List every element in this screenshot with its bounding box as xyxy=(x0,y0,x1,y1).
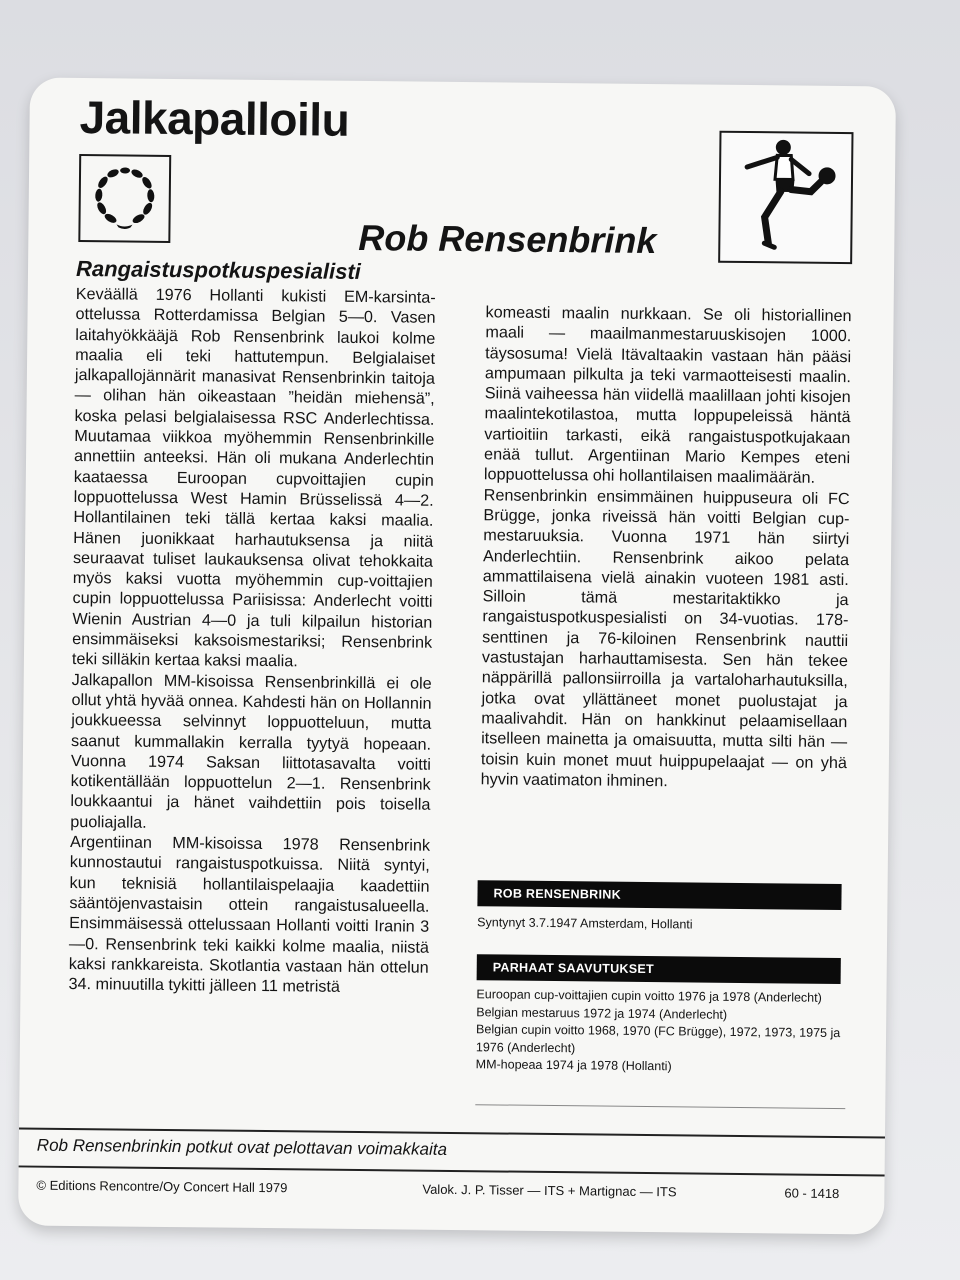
footer-card-number: 60 - 1418 xyxy=(784,1185,840,1202)
laurel-wreath-emblem xyxy=(78,154,171,243)
profile-born xyxy=(477,914,847,935)
achievement-item: Euroopan cup-voittajien cupin voitto 1976 ja 1978 (Anderlecht) xyxy=(476,987,822,1005)
trading-card xyxy=(18,77,896,1234)
achievement-item: MM-hopeaa 1974 ja 1978 (Hollanti) xyxy=(475,1057,672,1074)
body-paragraph: Jalkapallon MM-kisoissa Rensenbrinkillä ei ole ollut yhtä hyvää onnea. Kahdesti hän on Hollannin joukkueessa selvinnyt loppuotteluun, mutta saanut kummallakin kerralla tyytyä hopeaan. Vuonna 1974 Saksan liittotasavalta voitti kotikentällään loppuottelun 2—1. Rensenbrink loukkaantui ja hänet vaihdettiin pois toisella puoliajalla. xyxy=(70,670,432,832)
body-left-column xyxy=(68,284,435,998)
player-illustration xyxy=(718,131,853,264)
player-name: Rob Rensenbrink xyxy=(358,216,657,262)
body-paragraph: komeasti maalin nurkkaan. Se oli historiallinen maali — maailmanmestaruuskisojen 1000. täysosuma! Vielä Itävaltaakin vastaan hän pääsi ampumaan pilkulta ja teki varmaotteisesti maalin. Siinä vaiheessa hän viidellä maalillaan johti kisojen maalintekotilastoa, mutta loppupeleissä häntä vartioitiin tarkasti, eikä rangaistuspotkujakaan enää tullut. Argentiinan Mario Kempes eteni loppuottelussa ohi hollantilaisen maalimäärän. xyxy=(483,303,852,488)
photo-caption: Rob Rensenbrinkin potkut ovat pelottavan voimakkaita xyxy=(36,1135,448,1159)
birth-info: Syntynyt 3.7.1947 Amsterdam, Hollanti xyxy=(477,915,693,932)
footer-photo-credit: Valok. J. P. Tisser — ITS + Martignac — ITS xyxy=(422,1181,677,1200)
achievement-item: Belgian mestaruus 1972 ja 1974 (Anderlecht) xyxy=(476,1004,728,1022)
card-subtitle: Rangaistuspotkuspesialisti xyxy=(75,255,362,284)
body-paragraph: Argentiinan MM-kisoissa 1978 Rensenbrink kunnostautui rangaistuspotkuissa. Niitä syntyi, kun teknisiä hollantilaispelaajia kaadettiin sääntöjenvastaisin ottein rangaistusalueella. Ensimmäisessä ottelussaan Hollanti voitti Iranin 3—0. Rensenbrink teki kaikki kolme maalia, niistä kaksi rankkareista. Skotlantia vastaan hän ottelun 34. minuutilla tykitti jälleen 11 metristä xyxy=(68,832,431,996)
sport-title: Jalkapalloilu xyxy=(79,91,350,146)
body-right-column xyxy=(481,302,852,793)
achievement-item: Belgian cupin voitto 1968, 1970 (FC Brügge), 1972, 1973, 1975 ja 1976 (Anderlecht) xyxy=(475,1022,841,1055)
body-paragraph: Keväällä 1976 Hollanti kukisti EM-karsinta-ottelussa Rotterdamissa Belgian 5—0. Vasen laitahyökkääjä Rob Rensenbrink laukoi kolme maalia eli teki hattutempun. Belgialaiset jalkapallojännärit manasivat Rensenbrinkin taitoja — olihan hän oikeastaan ”heidän miehensä”, koska pelasi belgialaisessa RSC Anderlechtissa. Muutamaa viikkoa myöhemmin Rensenbrinkille annettiin anteeksi. Hän oli mukana Anderlechtin kaataessa Euroopan cupvoittajien cupin loppuottelussa West Hamin Brüsselissä 4—2. Hollantilainen teki tällä kertaa kaksi maalia. Hänen juonikkaat harhautuksensa ja niitä seuraavat tuliset laukauksensa olivat tehokkaita myös kaksi vuotta myöhemmin cup-voittajien cupin loppuottelussa Pariisissa: Anderlecht voitti Wienin Austrian 4—0 ja tuli kilpailun historian ensimmäiseksi kaksoismestariksi; Rensenbrink teki silläkin kertaa kaksi maalia. xyxy=(71,284,436,671)
laurel-wreath-icon xyxy=(90,164,159,231)
footballer-kicking-icon xyxy=(720,133,847,258)
body-paragraph: Rensenbrinkin ensimmäinen huippuseura oli FC Brügge, jonka riveissä hän voitti Belgian cup-mestaruuksia. Vuonna 1971 hän siirtyi Anderlechtiin. Rensenbrink aikoo pelata ammattilaisena vielä ainakin vuoteen 1981 asti. Silloin tämä mestaritaktikko ja rangaistuspotkuspesialisti on 34-vuotias. 178-senttinen ja 76-kiloinen Rensenbrink nauttii vastustajan harhauttamisesta. Sen hän tekee näppärillä pallonsiirroilla ja vartaloharhautuksilla, jotka ovat yllättäneet monet puolustajat ja maalivahdit. Hän on hankkinut pelaamisellaan itselleen mainetta ja omaisuutta, mutta silti hän — toisin kuin monet muut huippupelaajat — on yhä hyvin vaatimaton ihminen. xyxy=(480,485,850,791)
footer-copyright: © Editions Rencontre/Oy Concert Hall 1979 xyxy=(36,1177,288,1196)
profile-heading-bar: ROB RENSENBRINK xyxy=(477,880,841,910)
divider xyxy=(475,1104,845,1109)
achievements-heading-bar: PARHAAT SAAVUTUKSET xyxy=(477,954,841,984)
divider xyxy=(19,1165,885,1176)
achievements-list xyxy=(476,986,847,1077)
